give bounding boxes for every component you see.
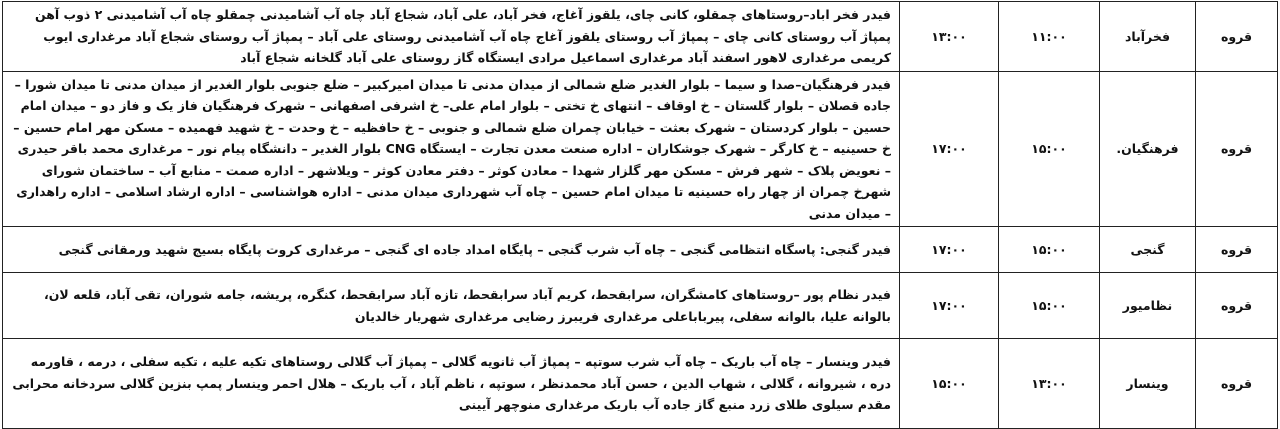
start-time-cell: ۱۵:۰۰ bbox=[999, 273, 1100, 339]
table-row bbox=[3, 227, 1278, 273]
details-cell: فیدر فخر اباد–روستاهای چمقلو، کانی چای، یلقوز آغاج، فخر آباد، علی آباد، شجاع آباد چاه آب آشامیدنی چمقلو چاه آب آشامیدنی ۲ ذوب آهن پمپاژ آب روستای کانی چای – پمپاژ آب روستای یلقوز آغاج چاه آب آشامیدنی روستای علی آباد – پمپاژ آب روستای شجاع آباد مرغداری ایوب کریمی مرغداری لاهور اسفند آباد مرغداری اسماعیل مرادی ایستگاه گاز روستای علی آباد گلخانه شجاع آباد bbox=[3, 2, 900, 72]
details-cell: فیدر نظام پور –روستاهای کامشگران، سرابقحط، کریم آباد سرابقحط، تازه آباد سرابقحط، کنگره، پریشه، جامه شوران، تقی آباد، قلعه لان، بالوانه علیا، بالوانه سفلی، پیرباباعلی مرغداری فریبرز رضایی مرغداری شهریار خالدیان bbox=[3, 273, 900, 339]
city-cell: قروه bbox=[1196, 273, 1278, 339]
area-cell: نظامیور bbox=[1100, 273, 1196, 339]
end-time-cell: ۱۷:۰۰ bbox=[900, 227, 999, 273]
city-cell: قروه bbox=[1196, 227, 1278, 273]
end-time-cell: ۱۷:۰۰ bbox=[900, 71, 999, 227]
city-cell: قروه bbox=[1196, 339, 1278, 429]
area-cell: گنجی bbox=[1100, 227, 1196, 273]
area-cell: فرهنگیان. bbox=[1100, 71, 1196, 227]
area-cell: وینسار bbox=[1100, 339, 1196, 429]
area-cell: فخرآباد bbox=[1100, 2, 1196, 72]
start-time-cell: ۱۵:۰۰ bbox=[999, 227, 1100, 273]
city-cell: قروه bbox=[1196, 2, 1278, 72]
start-time-cell: ۱۱:۰۰ bbox=[999, 2, 1100, 72]
details-cell: فیدر فرهنگیان–صدا و سیما – بلوار الغدیر ضلع شمالی از میدان مدنی تا میدان امیرکبیر – ضلع جنوبی بلوار الغدیر از میدان مدنی تا میدان شورا – جاده قصلان – بلوار گلستان – خ اوقاف – انتهای خ تختی – بلوار امام علی– خ اشرفی اصفهانی – شهرک فرهنگیان فاز یک و فاز دو – میدان امام حسین – بلوار کردستان – شهرک بعثت – خیابان چمران ضلع شمالی و جنوبی – خ حافظیه – خ وحدت – خ شهید فهمیده – مسکن مهر امام حسین – خ حسینیه – خ کارگر – شهرک جوشکاران – اداره صنعت معدن تجارت – ایستگاه CNG بلوار الغدیر – دانشگاه پیام نور – مرغداری محمد باقر حیدری – نعویض پلاک – شهر فرش – مسکن مهر گلزار شهدا – معادن کوثر – دفتر معادن کوثر – ویلاشهر – اداره صمت – منابع آب – ساختمان شورای شهرخ چمران از چهار راه حسینیه تا میدان امام حسین – چاه آب شهرداری میدان مدنی – اداره هواشناسی – اداره ارشاد اسلامی – اداره راهداری – میدان مدنی bbox=[3, 71, 900, 227]
end-time-cell: ۱۵:۰۰ bbox=[900, 339, 999, 429]
end-time-cell: ۱۷:۰۰ bbox=[900, 273, 999, 339]
table-row bbox=[3, 339, 1278, 429]
end-time-cell: ۱۳:۰۰ bbox=[900, 2, 999, 72]
start-time-cell: ۱۵:۰۰ bbox=[999, 71, 1100, 227]
details-cell: فیدر گنجی: پاسگاه انتظامی گنجی – چاه آب شرب گنجی – پایگاه امداد جاده ای گنجی – مرغداری کروت پایگاه بسیج شهید ورمقانی گنجی bbox=[3, 227, 900, 273]
table-row bbox=[3, 71, 1278, 227]
city-cell: قروه bbox=[1196, 71, 1278, 227]
start-time-cell: ۱۳:۰۰ bbox=[999, 339, 1100, 429]
table-row bbox=[3, 2, 1278, 72]
table-row bbox=[3, 273, 1278, 339]
details-cell: فیدر وینسار – چاه آب باریک – چاه آب شرب سوتپه – پمپاژ آب ثانویه گلالی – پمپاژ آب گلالی روستاهای تکیه علیه ، تکیه سفلی ، درمه ، قاورمه دره ، شیروانه ، گلالی ، شهاب الدین ، حسن آباد محمدنظر ، سوتپه ، ناظم آباد ، آب باریک – هلال احمر وینسار پمپ بنزین گلالی سردخانه محرابی مقدم سیلوی طلای زرد منبع گاز جاده آب باریک مرغداری منوچهر آیینی bbox=[3, 339, 900, 429]
outage-table bbox=[2, 1, 1278, 429]
